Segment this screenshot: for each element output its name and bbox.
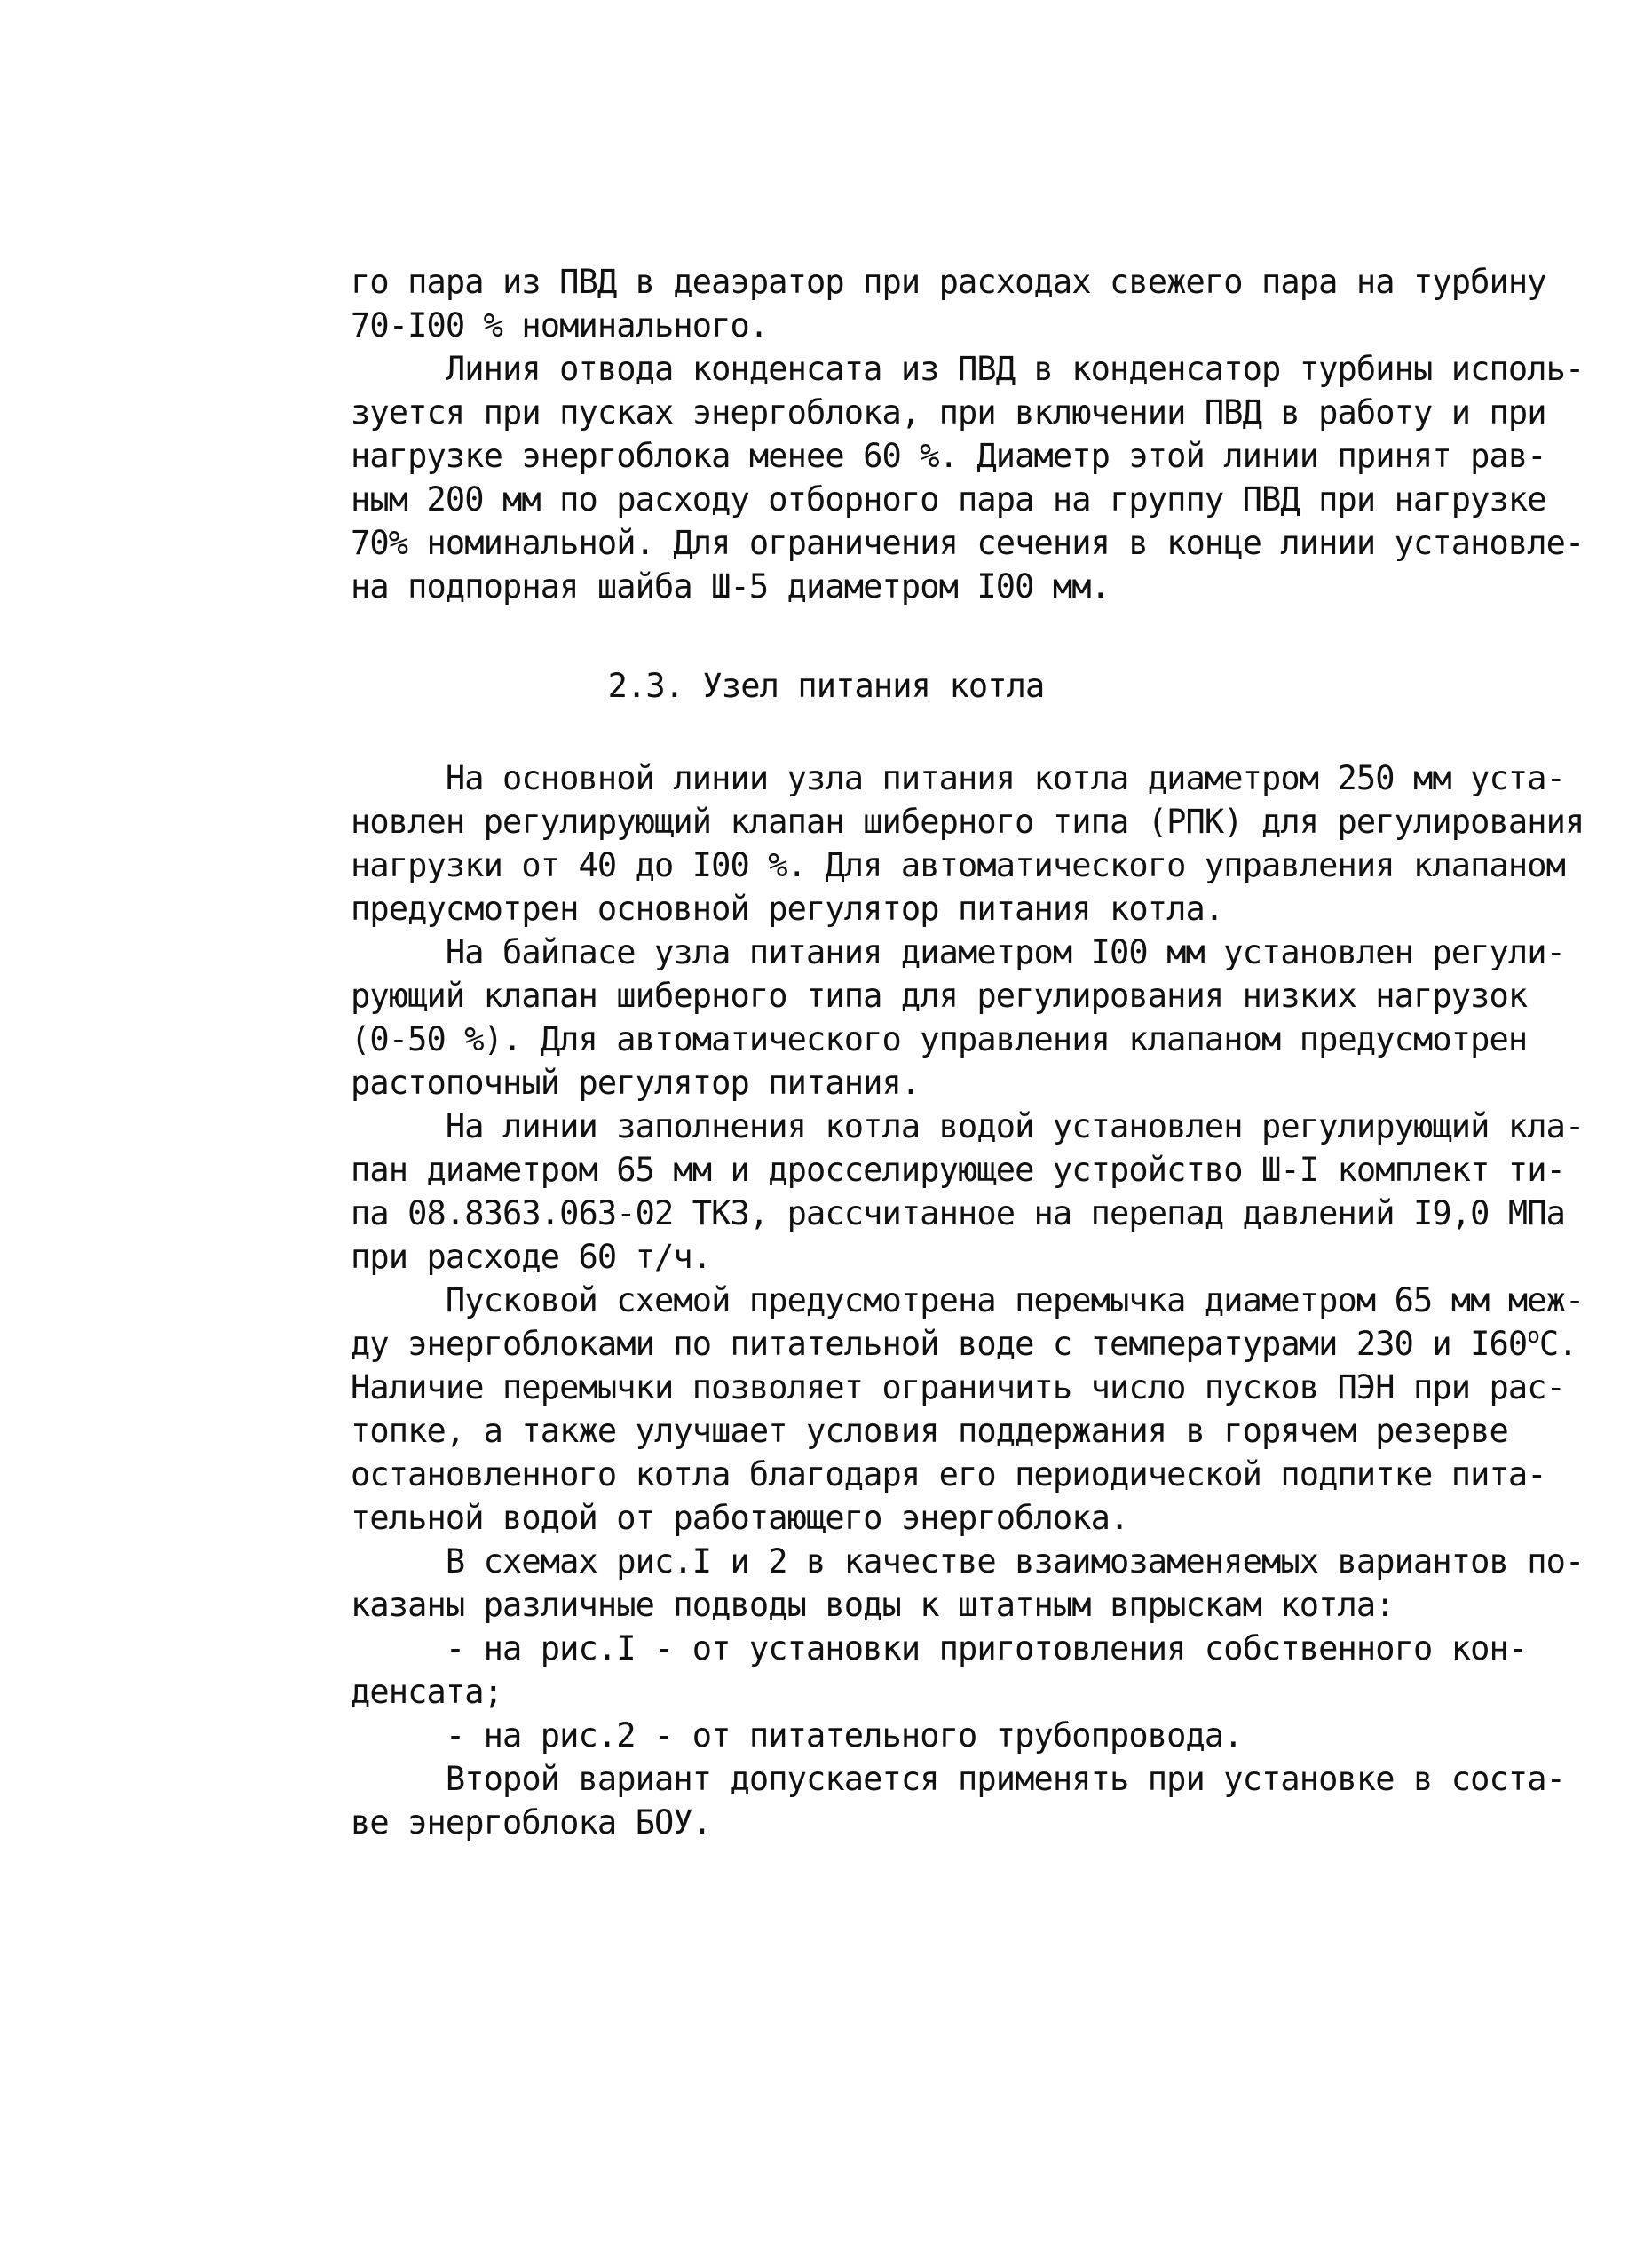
text-line: - на рис.2 - от питательного трубопровода. (351, 1716, 1243, 1755)
temperature-unit: С. (1538, 1325, 1577, 1363)
section-heading: 2.3. Узел питания котла (607, 667, 1045, 705)
text-line: На основной линии узла питания котла диаметром 250 мм уста- (351, 759, 1566, 797)
text-line: В схемах рис.I и 2 в качестве взаимозаменяемых вариантов по- (351, 1542, 1585, 1580)
text-line: Наличие перемычки позволяет ограничить число пусков ПЭН при рас- (351, 1368, 1566, 1406)
text-line: ве энергоблока БОУ. (351, 1803, 712, 1842)
text-line: Линия отвода конденсата из ПВД в конденсатор турбины исполь- (351, 350, 1585, 388)
text-line: топке, а также улучшает условия поддержания в горячем резерве (351, 1412, 1508, 1450)
text-line: при расходе 60 т/ч. (351, 1238, 712, 1276)
text-line: на подпорная шайба Ш-5 диаметром I00 мм. (351, 567, 1111, 606)
text-line: пан диаметром 65 мм и дросселирующее устройство Ш-I комплект ти- (351, 1151, 1566, 1189)
text-line: На линии заполнения котла водой установлен регулирующий кла- (351, 1107, 1585, 1145)
text-line: остановленного котла благодаря его периодической подпитке пита- (351, 1455, 1546, 1493)
text-line: Второй вариант допускается применять при установке в соста- (351, 1760, 1566, 1798)
text-line: па 08.8363.063-02 ТКЗ, рассчитанное на перепад давлений I9,0 МПа (351, 1194, 1566, 1232)
text-line: предусмотрен основной регулятор питания котла. (351, 890, 1224, 928)
section-body (351, 757, 1585, 1844)
text-line: 70% номинальной. Для ограничения сечения в конце линии установле- (351, 524, 1585, 562)
text-line: На байпасе узла питания диаметром I00 мм установлен регули- (351, 933, 1566, 971)
text-line: нагрузке энергоблока менее 60 %. Диаметр этой линии принят рав- (351, 437, 1546, 475)
text-line: ным 200 мм по расходу отборного пара на группу ПВД при нагрузке (351, 480, 1546, 519)
temperature-line (351, 1322, 1577, 1366)
text-line: го пара из ПВД в деаэратор при расходах свежего пара на турбину (351, 263, 1546, 301)
text-line: нагрузки от 40 до I00 %. Для автоматического управления клапаном (351, 846, 1566, 884)
text-line: растопочный регулятор питания. (351, 1064, 921, 1102)
text-line: казаны различные подводы воды к штатным впрыскам котла: (351, 1586, 1395, 1624)
intro-paragraphs (351, 260, 1585, 608)
text-line: рующий клапан шиберного типа для регулирования низких нагрузок (351, 977, 1528, 1015)
temperature-line-text: ду энергоблоками по питательной воде с температурами 230 и I60 (351, 1325, 1528, 1363)
text-line: 70-I00 % номинального. (351, 306, 769, 345)
text-line: Пусковой схемой предусмотрена перемычка диаметром 65 мм меж- (351, 1281, 1585, 1319)
text-line: - на рис.I - от установки приготовления собственного кон- (351, 1629, 1528, 1668)
text-line: тельной водой от работающего энергоблока. (351, 1499, 1129, 1537)
degree-superscript: о (1527, 1323, 1539, 1348)
text-line: зуется при пусках энергоблока, при включении ПВД в работу и при (351, 393, 1546, 432)
text-line: (0-50 %). Для автоматического управления клапаном предусмотрен (351, 1020, 1528, 1058)
text-line: новлен регулирующий клапан шиберного типа (РПК) для регулирования (351, 803, 1585, 841)
text-line: денсата; (351, 1673, 503, 1711)
